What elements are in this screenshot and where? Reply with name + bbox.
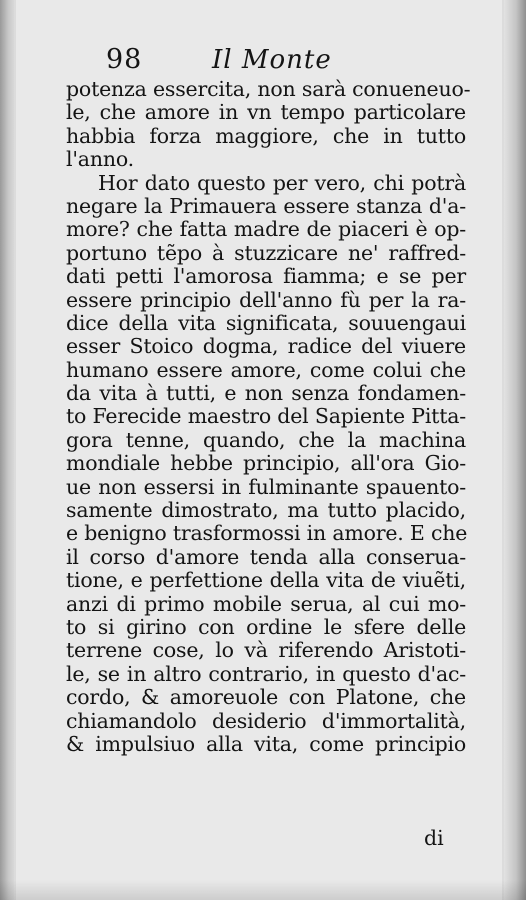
text-line: da vita à tutti, e non senza fondamen-: [66, 381, 466, 406]
text-line: to Ferecide maestro del Sapiente Pitta-: [66, 404, 466, 429]
text-line: terrene cose, lo và riferendo Aristoti-: [66, 638, 466, 663]
text-line: l'anno.: [66, 147, 134, 172]
page-edge-shadow: [504, 0, 526, 900]
running-head: [106, 44, 466, 78]
text-line: chiamandolo desiderio d'immortalità,: [66, 708, 466, 733]
text-line: anzi di primo mobile serua, al cui mo-: [66, 591, 466, 616]
page-number: 98: [106, 44, 143, 75]
text-line: to si girino con ordine le sfere delle: [66, 614, 466, 639]
page-gutter-shadow: [0, 0, 14, 900]
text-line: esser Stoico dogma, radice del viuere: [66, 334, 466, 359]
text-line: le, che amore in vn tempo particolare: [66, 100, 466, 125]
text-line: cordo, & amoreuole con Platone, che: [66, 685, 466, 710]
text-line: Hor dato questo per vero, chi potrà: [98, 170, 466, 195]
text-line: dice della vita significata, souuengaui: [66, 310, 466, 335]
text-line: le, se in altro contrario, in questo d'ac-: [66, 661, 466, 686]
text-line: potenza essercita, non sarà conueneuo-: [66, 77, 471, 101]
text-line: il corso d'amore tenda alla conserua-: [66, 544, 466, 569]
text-line: more? che fatta madre de piaceri è op-: [66, 217, 466, 242]
text-line: dati petti l'amorosa fiamma; e se per: [66, 264, 466, 289]
text-line: e benigno trasformossi in amore. E che: [66, 521, 468, 546]
text-line: ue non essersi in fulminante spauento-: [66, 474, 466, 499]
body-text: [66, 77, 471, 756]
text-line: tione, e perfettione della vita de viuẽti,: [66, 568, 466, 593]
catchword: di: [424, 826, 444, 850]
text-line: portuno tẽpo à stuzzicare ne' raffred-: [66, 240, 466, 265]
text-line: mondiale hebbe principio, all'ora Gio-: [66, 451, 466, 476]
bottom-shadow: [0, 880, 526, 900]
running-title: Il Monte: [212, 45, 332, 75]
text-line: gora tenne, quando, che la machina: [66, 427, 466, 452]
text-line: habbia forza maggiore, che in tutto: [66, 123, 466, 148]
text-line: negare la Primauera essere stanza d'a-: [66, 193, 466, 218]
text-line: samente dimostrato, ma tutto placido,: [66, 498, 466, 523]
text-line: essere principio dell'anno fù per la ra-: [66, 287, 466, 312]
text-line: humano essere amore, come colui che: [66, 357, 466, 382]
text-line: & impulsiuo alla vita, come principio: [66, 731, 466, 756]
